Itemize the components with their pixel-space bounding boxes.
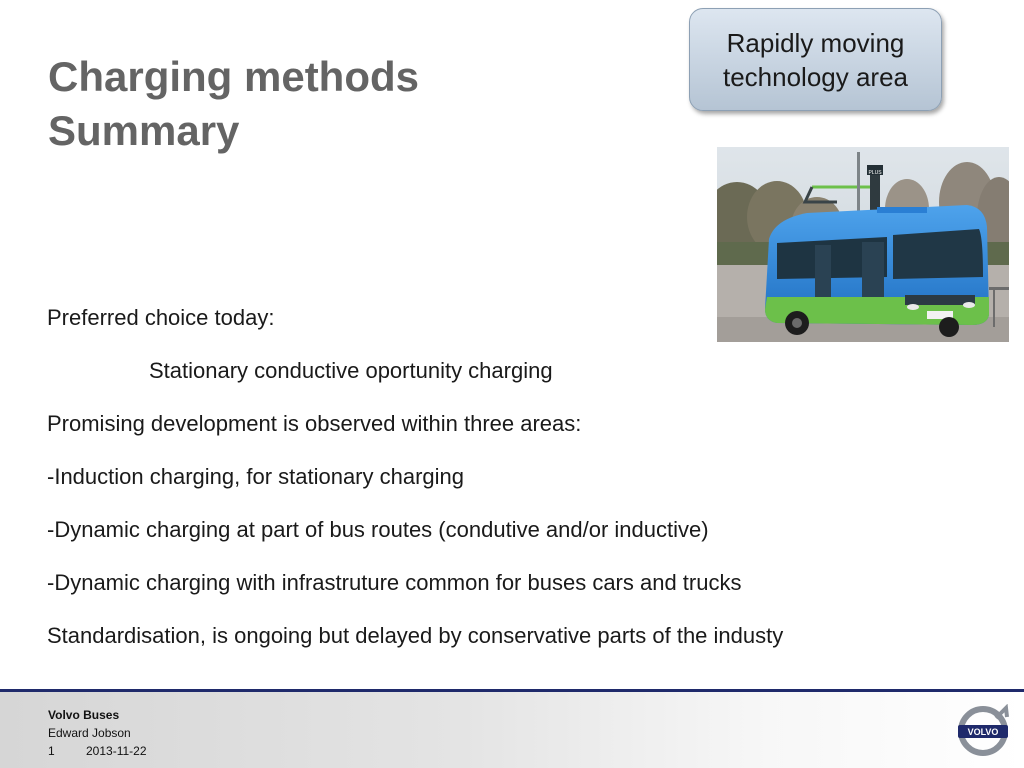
- title-line-2: Summary: [48, 107, 240, 154]
- standardisation-note: Standardisation, is ongoing but delayed by conservative parts of the industy: [47, 623, 784, 648]
- area-item-3: -Dynamic charging with infrastruture common for buses cars and trucks: [47, 570, 742, 595]
- area-item-1: -Induction charging, for stationary charging: [47, 464, 465, 489]
- electric-bus-photo: [717, 147, 1009, 342]
- title-line-1: Charging methods: [48, 53, 420, 100]
- area-item-2: -Dynamic charging at part of bus routes (condutive and/or inductive): [47, 517, 709, 542]
- footer-company: Volvo Buses: [48, 708, 120, 722]
- logo-text: VOLVO: [967, 727, 999, 737]
- promising-intro: Promising development is observed within three areas:: [47, 411, 582, 436]
- volvo-logo-icon: [956, 704, 1010, 758]
- footer-date: 2013-11-22: [86, 744, 147, 758]
- footer-page-number: 1: [48, 744, 55, 758]
- footer-bar: [0, 692, 1024, 768]
- callout-line-1: Rapidly moving: [726, 27, 905, 58]
- mast-sign: PLUS: [868, 170, 882, 176]
- technology-callout: [689, 8, 942, 111]
- callout-line-2: technology area: [722, 61, 909, 92]
- footer-author: Edward Jobson: [48, 726, 131, 740]
- bus: [765, 205, 989, 337]
- preferred-choice-label: Preferred choice today:: [47, 305, 275, 330]
- slide-title: [48, 50, 419, 158]
- preferred-choice-item: Stationary conductive oportunity charging: [149, 358, 553, 383]
